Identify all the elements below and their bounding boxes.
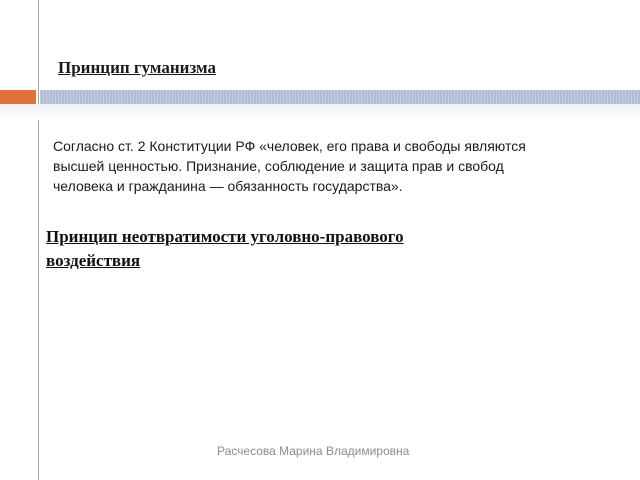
left-vertical-rule: [38, 0, 39, 480]
body-text: Согласно ст. 2 Конституции РФ «человек, его права и свободы являются высшей ценностью. Признание, соблюдение и защита прав и свобод человека и гражданина — обязанность государства».: [53, 138, 526, 194]
header-band: [40, 90, 640, 104]
header-band-shadow: [0, 104, 640, 120]
orange-accent-block: [0, 90, 36, 104]
slide-title: Принцип гуманизма: [58, 58, 217, 77]
subheading: Принцип неотвратимости уголовно-правового воздействия: [46, 227, 404, 270]
footer-author: Расчесова Марина Владимировна: [217, 444, 410, 458]
